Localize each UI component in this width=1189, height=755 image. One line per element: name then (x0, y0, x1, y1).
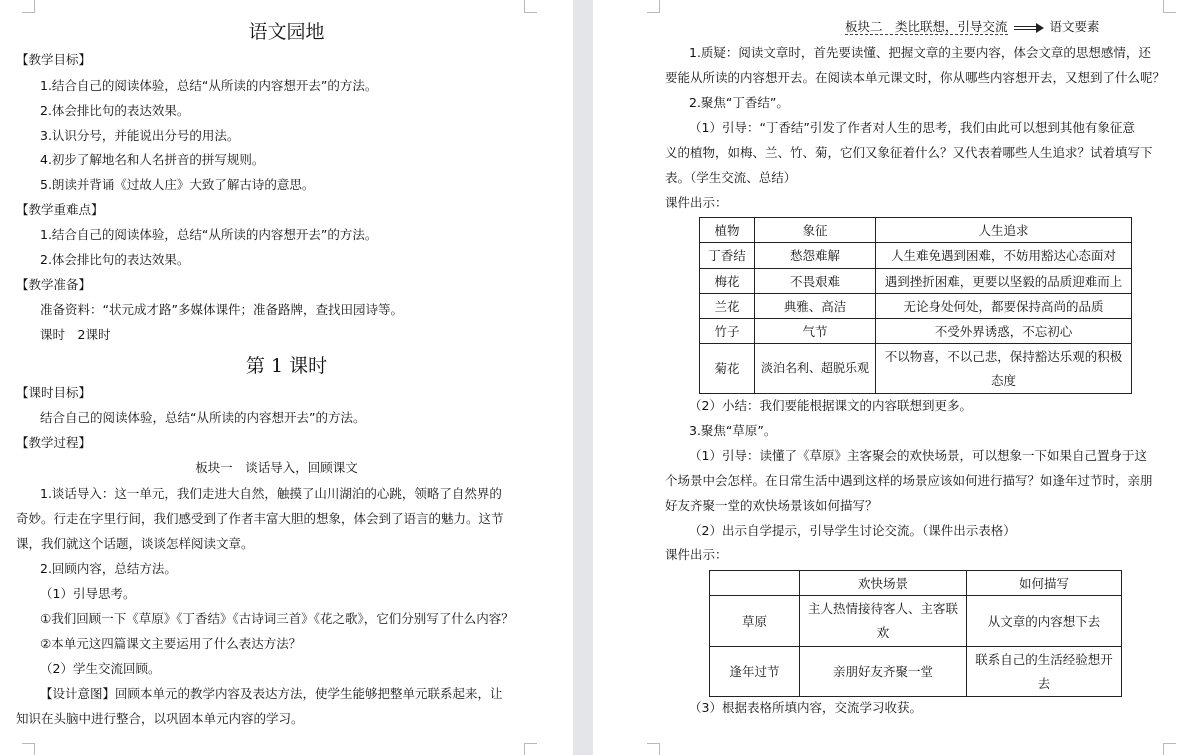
table-row (700, 294, 1132, 319)
paragraph-line: 奇妙。行走在字里行间，我们感受到了作者丰富大胆的想象，体会到了语言的魅力。这节 (16, 511, 504, 526)
crop-mark (524, 743, 537, 755)
question-1: ①我们回顾一下《草原》《丁香结》《古诗词三首》《花之歌》，它们分别写了什么内容？ (40, 611, 514, 626)
table-row (710, 647, 1122, 697)
goal-item: 3.认识分号，并能说出分号的用法。 (40, 128, 240, 143)
section2-tag: 语文要素 (1049, 19, 1100, 34)
table-cell: 愁怨难解 (755, 243, 876, 269)
table-cell (967, 647, 1122, 697)
table-header-cell: 人生追求 (876, 218, 1132, 243)
hours-text: 课时 2课时 (40, 327, 111, 342)
courseware-label: 课件出示： (665, 195, 728, 210)
table-cell: 淡泊名利、超脱乐观 (755, 344, 876, 394)
table-cell: 不畏艰难 (755, 269, 876, 294)
goal-item: 4.初步了解地名和人名拼音的拼写规则。 (40, 152, 265, 167)
table-cell: 亲朋好友齐聚一堂 (800, 647, 967, 697)
table-header-cell: 如何描写 (967, 571, 1122, 596)
crop-mark (524, 0, 537, 13)
prep-text: 准备资料：“状元成才路”多媒体课件；准备路牌，查找田园诗等。 (40, 302, 403, 317)
prep-heading: 【教学准备】 (16, 277, 92, 292)
table-cell: 无论身处何处，都要保持高尚的品质 (876, 294, 1132, 319)
paragraph-line: 好友齐聚一堂的欢快场景该如何描写？ (665, 498, 878, 513)
goal-item: 5.朗读并背诵《过故人庄》大致了解古诗的意思。 (40, 177, 315, 192)
crop-mark (22, 0, 35, 13)
focus-heading-1: 2.聚焦“丁香结”。 (689, 95, 789, 110)
summary-line: （2）小结：我们要能根据课文的内容联想到更多。 (689, 398, 972, 413)
crop-mark (22, 743, 35, 755)
review-heading: 2.回顾内容，总结方法。 (40, 561, 177, 576)
table-cell: 人生难免遇到困难，不妨用豁达心态面对 (876, 243, 1132, 269)
lesson-goal-heading: 【课时目标】 (16, 385, 92, 400)
plant-symbol-table (699, 217, 1132, 394)
table-cell-line: 欢 (876, 625, 890, 640)
table-cell: 不受外界诱惑，不忘初心 (876, 319, 1132, 344)
lesson-goal: 结合自己的阅读体验，总结“从所读的内容想开去”的方法。 (40, 410, 366, 425)
paragraph-line: （1）引导：“丁香结”引发了作者对人生的思考，我们由此可以想到其他有象征意 (689, 120, 1135, 135)
table-row (710, 596, 1122, 647)
section1-title: 板块一 谈话导入，回顾课文 (195, 460, 358, 475)
table-cell (876, 344, 1132, 394)
table-row (700, 269, 1132, 294)
table-header-cell (710, 571, 800, 596)
table-header-row (700, 218, 1132, 243)
paragraph-line: （1）引导：读懂了《草原》主客聚会的欢快场景，可以想象一下如果自己置身于这 (689, 448, 1147, 463)
scene-description-table (709, 570, 1122, 697)
paragraph-line: 义的植物，如梅、兰、竹、菊，它们又象征着什么？又代表着哪些人生追求？试着填写下 (665, 145, 1153, 160)
paragraph-line: 1.质疑：阅读文章时，首先要读懂、把握文章的主要内容，体会文章的思想感情，还 (689, 45, 1151, 60)
arrow-right-icon (1014, 23, 1044, 33)
process-heading: 【教学过程】 (16, 435, 92, 450)
document-page-right[interactable] (593, 0, 1189, 755)
key-point-item: 1.结合自己的阅读体验，总结“从所读的内容想开去”的方法。 (40, 227, 378, 242)
final-line: （3）根据表格所填内容，交流学习收获。 (689, 700, 922, 715)
table-cell: 竹子 (700, 319, 755, 344)
focus-heading-2: 3.聚焦“草原”。 (689, 423, 777, 438)
crop-mark (647, 0, 660, 13)
courseware-label: 课件出示： (665, 547, 728, 562)
goals-heading: 【教学目标】 (16, 52, 92, 67)
design-intent-line: 【设计意图】回顾本单元的教学内容及表达方法，使学生能够把整单元联系起来，让 (40, 686, 503, 701)
table-row (700, 319, 1132, 344)
page-gutter (573, 0, 593, 755)
table-cell-line: 主人热情接待客人、主客联 (807, 601, 958, 616)
table-row (700, 344, 1132, 394)
student-review: （2）学生交流回顾。 (40, 661, 161, 676)
crop-mark (1163, 743, 1176, 755)
table-header-cell: 象征 (755, 218, 876, 243)
goal-item: 2.体会排比句的表达效果。 (40, 103, 190, 118)
table-cell-line: 不以物喜，不以己悲，保持豁达乐观的积极 (884, 348, 1123, 364)
table-cell: 从文章的内容想下去 (967, 596, 1122, 647)
document-page-left[interactable] (0, 0, 573, 755)
table-cell: 气节 (755, 319, 876, 344)
key-point-item: 2.体会排比句的表达效果。 (40, 252, 190, 267)
goal-item: 1.结合自己的阅读体验，总结“从所读的内容想开去”的方法。 (40, 78, 378, 93)
hint-line: （2）出示自学提示，引导学生讨论交流。（课件出示表格） (689, 523, 1016, 538)
guide-think: （1）引导思考。 (40, 586, 136, 601)
paragraph-line: 表。（学生交流、总结） (665, 170, 797, 185)
table-row (700, 243, 1132, 269)
table-cell: 梅花 (700, 269, 755, 294)
paragraph-line: 1.谈话导入：这一单元，我们走进大自然，触摸了山川湖泊的心跳，领略了自然界的 (40, 486, 502, 501)
table-header-cell: 植物 (700, 218, 755, 243)
paragraph-line: 课，我们就这个话题，谈谈怎样阅读文章。 (16, 536, 254, 551)
design-intent-line: 知识在头脑中进行整合，以巩固本单元内容的学习。 (16, 711, 304, 726)
table-cell: 逢年过节 (710, 647, 800, 697)
table-cell: 丁香结 (700, 243, 755, 269)
table-cell (800, 596, 967, 647)
table-cell: 菊花 (700, 344, 755, 394)
table-header-cell: 欢快场景 (800, 571, 967, 596)
table-cell: 草原 (710, 596, 800, 647)
document-title: 语文园地 (248, 21, 325, 43)
section2-header (845, 18, 1100, 36)
section2-title: 板块二 类比联想，引导交流 (845, 19, 1008, 34)
question-2: ②本单元这四篇课文主要运用了什么表达方法？ (40, 636, 302, 651)
paragraph-line: 个场景中会怎样。在日常生活中遇到这样的场景应该如何进行描写？如逢年过节时，亲朋 (665, 473, 1153, 488)
table-cell-line: 去 (1037, 675, 1051, 691)
table-cell: 遇到挫折困难，更要以坚毅的品质迎难而上 (876, 269, 1132, 294)
table-cell-line: 联系自己的生活经验想开 (975, 651, 1113, 667)
table-header-row (710, 571, 1122, 596)
lesson-title: 第 1 课时 (245, 355, 328, 377)
table-cell: 典雅、高洁 (755, 294, 876, 319)
paragraph-line: 要能从所读的内容想开去。在阅读本单元课文时，你从哪些内容想开去，又想到了什么呢？ (665, 70, 1166, 85)
key-points-heading: 【教学重难点】 (16, 202, 104, 217)
table-cell: 兰花 (700, 294, 755, 319)
table-cell-line: 态度 (990, 372, 1016, 388)
crop-mark (1163, 0, 1176, 13)
crop-mark (647, 743, 660, 755)
